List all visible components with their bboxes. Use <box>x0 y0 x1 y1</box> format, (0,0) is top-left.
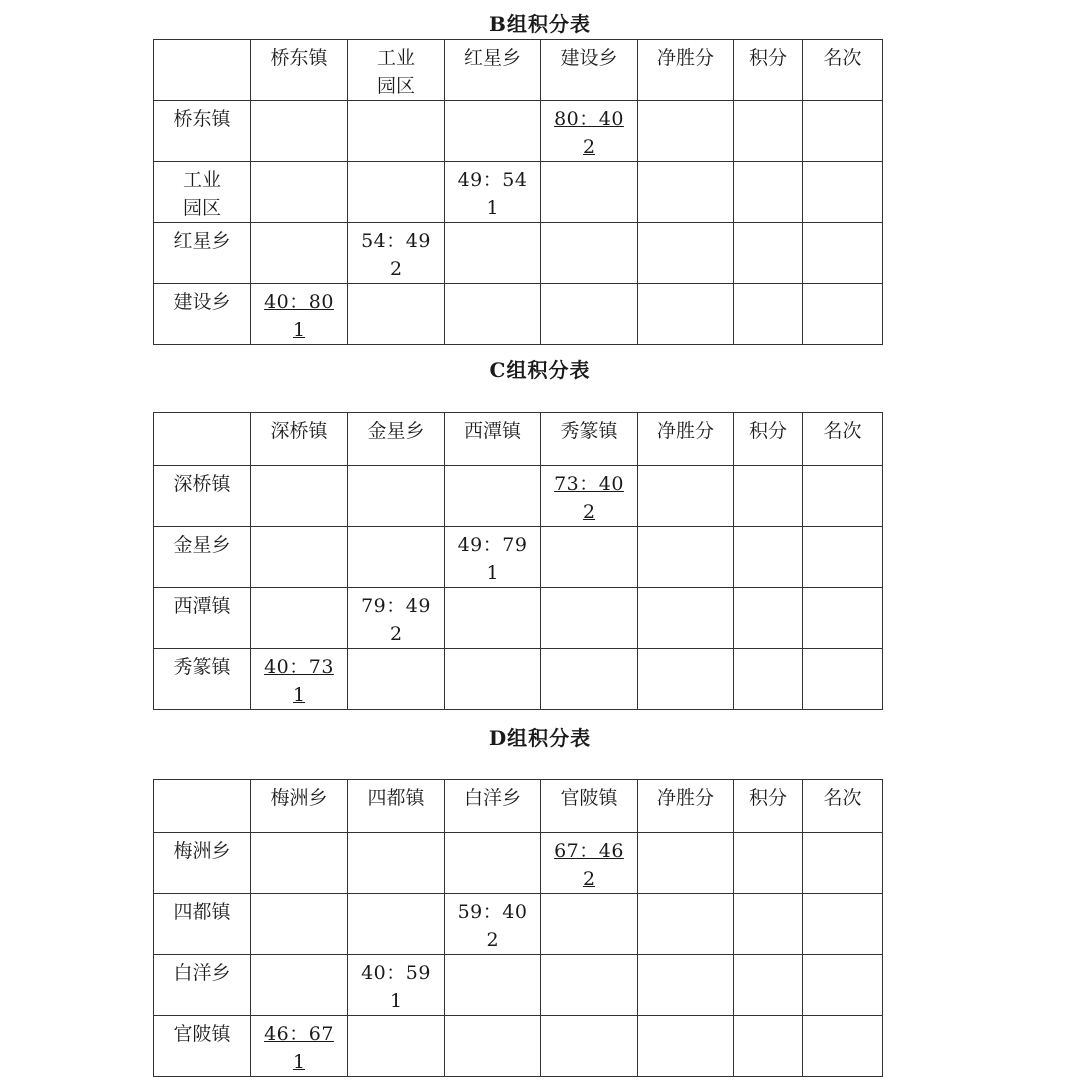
net-points-cell <box>638 649 734 710</box>
row-team <box>154 1016 251 1077</box>
match-points: 1 <box>486 197 499 219</box>
score-cell <box>541 101 638 162</box>
match-points: 2 <box>486 929 499 951</box>
match-score: 49：79 <box>457 534 528 556</box>
col-team-2 <box>348 413 445 466</box>
match-score: 67：46 <box>554 840 624 862</box>
points-cell <box>734 527 803 588</box>
col-label: 名次 <box>823 787 862 809</box>
col-points <box>734 40 803 101</box>
col-team-label: 西潭镇 <box>463 420 521 442</box>
corner-cell <box>154 40 251 101</box>
match-score: 80：40 <box>554 108 624 130</box>
corner-cell <box>154 780 251 833</box>
score-cell <box>251 649 348 710</box>
rank-cell <box>803 223 883 284</box>
row-team-label: 建设乡 <box>173 291 231 313</box>
row-team <box>154 894 251 955</box>
col-team-label: 金星乡 <box>367 420 425 442</box>
score-cell <box>541 284 638 345</box>
row-team <box>154 833 251 894</box>
col-net-points <box>638 40 734 101</box>
points-cell <box>734 466 803 527</box>
rank-cell <box>803 649 883 710</box>
score-cell <box>348 894 445 955</box>
score-cell <box>445 162 541 223</box>
row-team-label: 深桥镇 <box>173 473 231 495</box>
col-team-label: 官陂镇 <box>560 787 618 809</box>
col-team-3 <box>445 40 541 101</box>
group-d-title: D组积分表 <box>488 726 592 750</box>
col-team-2 <box>348 780 445 833</box>
col-label: 净胜分 <box>656 787 714 809</box>
net-points-cell <box>638 284 734 345</box>
col-net-points <box>638 413 734 466</box>
score-cell <box>541 223 638 284</box>
row-team <box>154 955 251 1016</box>
table-row <box>154 284 883 345</box>
net-points-cell <box>638 955 734 1016</box>
col-team-label: 深桥镇 <box>270 420 328 442</box>
col-label: 净胜分 <box>656 420 714 442</box>
table-row <box>154 527 883 588</box>
col-team-label: 建设乡 <box>560 47 618 69</box>
group-c-score-table <box>153 412 883 710</box>
net-points-cell <box>638 833 734 894</box>
score-cell <box>541 162 638 223</box>
col-team-4 <box>541 40 638 101</box>
score-cell <box>251 1016 348 1077</box>
score-cell <box>251 833 348 894</box>
score-cell <box>445 284 541 345</box>
col-team-label: 秀篆镇 <box>560 420 618 442</box>
score-cell <box>251 162 348 223</box>
score-cell <box>251 955 348 1016</box>
match-points: 1 <box>292 319 306 341</box>
row-team <box>154 162 251 223</box>
col-points <box>734 780 803 833</box>
score-cell <box>251 284 348 345</box>
score-cell <box>348 955 445 1016</box>
net-points-cell <box>638 223 734 284</box>
row-team-label: 西潭镇 <box>173 595 231 617</box>
net-points-cell <box>638 1016 734 1077</box>
score-cell <box>541 466 638 527</box>
row-team <box>154 101 251 162</box>
row-team-label: 梅洲乡 <box>173 840 231 862</box>
points-cell <box>734 223 803 284</box>
match-score: 46：67 <box>264 1023 334 1045</box>
table-row <box>154 588 883 649</box>
net-points-cell <box>638 101 734 162</box>
table-row <box>154 833 883 894</box>
row-team-label: 金星乡 <box>173 534 231 556</box>
row-team <box>154 588 251 649</box>
match-points: 2 <box>582 501 596 523</box>
net-points-cell <box>638 527 734 588</box>
score-cell <box>251 527 348 588</box>
col-team-1 <box>251 413 348 466</box>
score-cell <box>348 466 445 527</box>
col-label: 名次 <box>823 420 862 442</box>
score-cell <box>348 223 445 284</box>
match-points: 2 <box>582 136 596 158</box>
row-team <box>154 527 251 588</box>
row-team-label: 官陂镇 <box>173 1023 231 1045</box>
score-cell <box>251 223 348 284</box>
col-team-1 <box>251 780 348 833</box>
match-score: 79：49 <box>361 595 431 617</box>
row-team-label: 白洋乡 <box>173 962 231 984</box>
row-team-label: 四都镇 <box>173 901 231 923</box>
header-row <box>154 40 883 101</box>
group-c-title: C组积分表 <box>489 358 591 382</box>
score-cell <box>541 1016 638 1077</box>
header-row <box>154 780 883 833</box>
col-team-2 <box>348 40 445 101</box>
col-team-label: 桥东镇 <box>270 47 328 69</box>
row-team-label: 工业园区 <box>182 169 221 219</box>
rank-cell <box>803 284 883 345</box>
header-row <box>154 413 883 466</box>
score-cell <box>348 649 445 710</box>
col-team-label: 四都镇 <box>367 787 425 809</box>
col-team-label: 白洋乡 <box>463 787 521 809</box>
row-team <box>154 649 251 710</box>
score-cell <box>348 101 445 162</box>
score-cell <box>348 284 445 345</box>
points-cell <box>734 588 803 649</box>
score-cell <box>541 955 638 1016</box>
col-team-4 <box>541 413 638 466</box>
row-team-label: 红星乡 <box>173 230 231 252</box>
rank-cell <box>803 894 883 955</box>
score-cell <box>348 1016 445 1077</box>
rank-cell <box>803 101 883 162</box>
table-row <box>154 955 883 1016</box>
table-row <box>154 649 883 710</box>
match-points: 2 <box>389 258 403 280</box>
score-cell <box>541 833 638 894</box>
rank-cell <box>803 1016 883 1077</box>
score-cell <box>541 649 638 710</box>
rank-cell <box>803 955 883 1016</box>
points-cell <box>734 649 803 710</box>
table-row <box>154 466 883 527</box>
col-rank <box>803 40 883 101</box>
rank-cell <box>803 466 883 527</box>
net-points-cell <box>638 162 734 223</box>
points-cell <box>734 894 803 955</box>
points-cell <box>734 162 803 223</box>
net-points-cell <box>638 894 734 955</box>
group-b-title: B组积分表 <box>489 12 591 36</box>
row-team-label: 秀篆镇 <box>173 656 231 678</box>
match-points: 2 <box>582 868 596 890</box>
match-score: 40：73 <box>264 656 334 678</box>
score-cell <box>541 527 638 588</box>
points-cell <box>734 284 803 345</box>
rank-cell <box>803 162 883 223</box>
points-cell <box>734 101 803 162</box>
score-cell <box>445 894 541 955</box>
col-label: 积分 <box>748 787 787 809</box>
score-cell <box>251 466 348 527</box>
score-cell <box>445 588 541 649</box>
col-points <box>734 413 803 466</box>
score-cell <box>445 223 541 284</box>
score-cell <box>445 833 541 894</box>
col-team-label: 红星乡 <box>463 47 521 69</box>
table-row <box>154 101 883 162</box>
table-row <box>154 223 883 284</box>
points-cell <box>734 1016 803 1077</box>
score-cell <box>251 101 348 162</box>
score-cell <box>541 894 638 955</box>
match-points: 1 <box>389 990 403 1012</box>
table-row <box>154 894 883 955</box>
table-row <box>154 162 883 223</box>
score-cell <box>445 466 541 527</box>
match-points: 2 <box>389 623 403 645</box>
points-cell <box>734 955 803 1016</box>
col-team-4 <box>541 780 638 833</box>
col-rank <box>803 780 883 833</box>
rank-cell <box>803 527 883 588</box>
match-score: 54：49 <box>361 230 431 252</box>
score-cell <box>348 162 445 223</box>
corner-cell <box>154 413 251 466</box>
match-points: 1 <box>292 684 306 706</box>
table-row <box>154 1016 883 1077</box>
match-points: 1 <box>486 562 499 584</box>
col-team-3 <box>445 413 541 466</box>
score-cell <box>445 527 541 588</box>
score-cell <box>445 1016 541 1077</box>
rank-cell <box>803 833 883 894</box>
points-cell <box>734 833 803 894</box>
net-points-cell <box>638 588 734 649</box>
row-team-label: 桥东镇 <box>173 108 231 130</box>
score-cell <box>348 588 445 649</box>
col-team-label: 梅洲乡 <box>270 787 328 809</box>
score-cell <box>348 833 445 894</box>
match-score: 40：59 <box>361 962 431 984</box>
row-team <box>154 223 251 284</box>
score-cell <box>445 101 541 162</box>
group-b-score-table <box>153 39 883 345</box>
match-score: 40：80 <box>264 291 334 313</box>
col-label: 积分 <box>748 47 787 69</box>
match-score: 49：54 <box>457 169 528 191</box>
net-points-cell <box>638 466 734 527</box>
score-cell <box>541 588 638 649</box>
row-team <box>154 466 251 527</box>
col-label: 积分 <box>748 420 787 442</box>
score-cell <box>251 588 348 649</box>
col-team-1 <box>251 40 348 101</box>
col-team-label: 工业园区 <box>376 47 415 97</box>
match-score: 73：40 <box>554 473 624 495</box>
col-rank <box>803 413 883 466</box>
match-score: 59：40 <box>457 901 528 923</box>
score-cell <box>348 527 445 588</box>
col-label: 名次 <box>823 47 862 69</box>
col-net-points <box>638 780 734 833</box>
score-cell <box>445 955 541 1016</box>
rank-cell <box>803 588 883 649</box>
match-points: 1 <box>292 1051 306 1073</box>
row-team <box>154 284 251 345</box>
group-d-score-table <box>153 779 883 1077</box>
col-team-3 <box>445 780 541 833</box>
col-label: 净胜分 <box>656 47 714 69</box>
score-cell <box>251 894 348 955</box>
score-cell <box>445 649 541 710</box>
